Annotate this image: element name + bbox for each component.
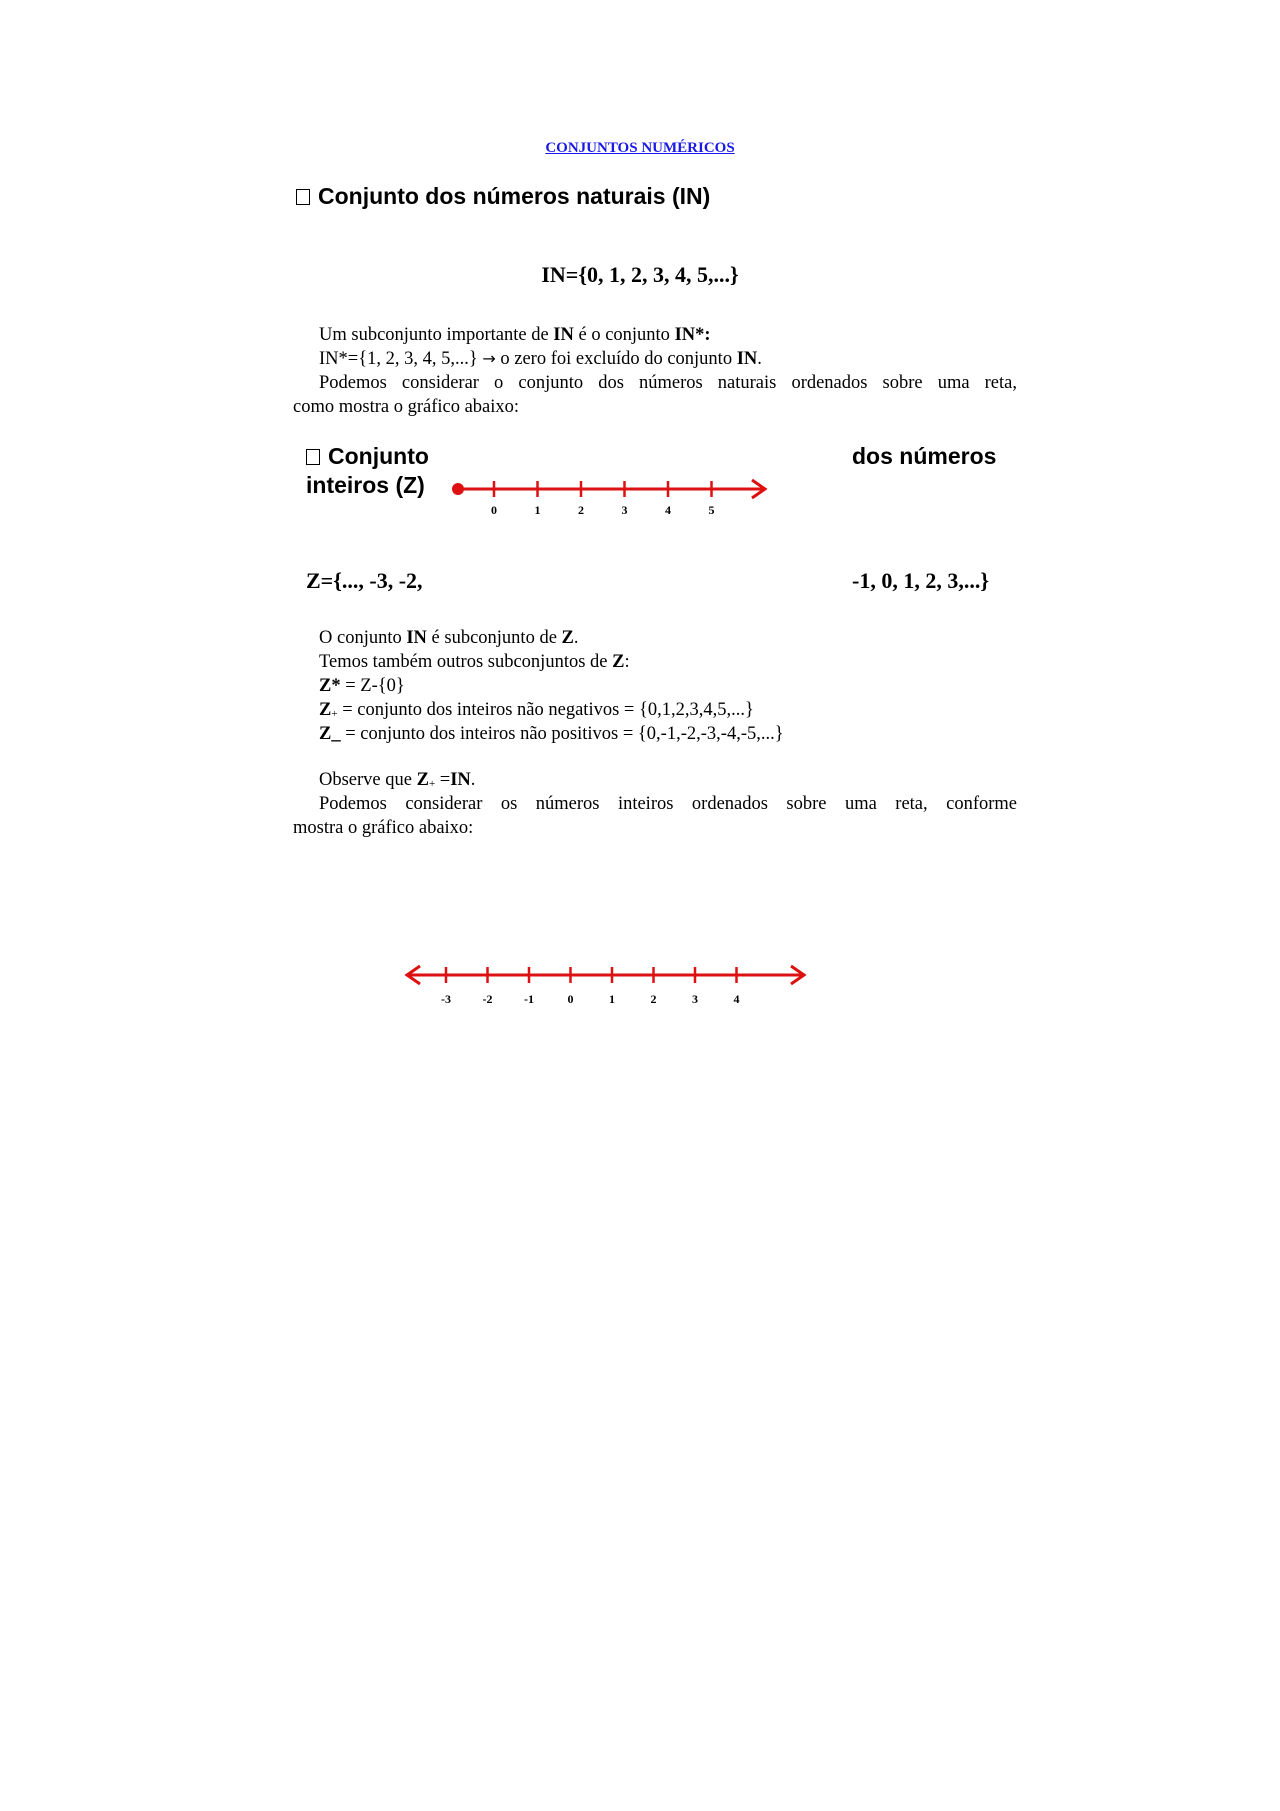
naturals-tick-label: 3 [621,503,628,517]
integers-line-7: Podemos considerar os números inteiros ordenados sobre uma reta, conforme [319,794,1017,814]
integers-line-6: Observe que $Z_+ =IN$. [319,770,476,790]
integers-line-8: mostra o gráfico abaixo: [293,818,474,838]
paragraph-in-star: IN*={1, 2, 3, 4, 5,...} → o zero foi excluído do conjunto IN. [319,349,762,369]
naturals-tick-label: 5 [708,503,715,517]
integers-tick-label: 4 [733,992,740,1006]
integers-tick-label: 2 [650,992,657,1006]
heading-text: Conjunto dos números naturais (IN) [318,183,711,209]
naturals-tick-label: 1 [534,503,541,517]
paragraph-subset: Um subconjunto importante de IN é o conjunto IN*: [319,325,711,345]
integers-line-5: Z_ = conjunto dos inteiros não positivos = {0,-1,-2,-3,-4,-5,...} [319,724,784,744]
integers-line-3: Z* = Z-{0} [319,676,405,696]
naturals-number-line [440,470,780,530]
integers-tick-label: 1 [609,992,615,1006]
section-heading-integers-part1: Conjunto [306,443,429,470]
section-heading-integers-part3: dos números [852,443,997,469]
missing-glyph-icon [306,449,320,465]
integers-line-2: Temos também outros subconjuntos de Z: [319,652,630,672]
integers-number-line [398,955,818,1015]
integers-tick-label: -3 [441,992,451,1006]
naturals-tick-label: 2 [578,503,584,517]
section-heading-integers-part2: inteiros (Z) [306,472,425,498]
integers-line-4: $Z_+$ = conjunto dos inteiros não negativos = {0,1,2,3,4,5,...} [319,700,754,720]
integers-tick-label: -2 [482,992,493,1006]
section-heading-naturals [296,183,710,210]
paragraph-ordering-line1: Podemos considerar o conjunto dos números naturais ordenados sobre uma reta, [319,373,1017,393]
paragraph-ordering-line2: como mostra o gráfico abaixo: [293,397,520,417]
integers-tick-label: 3 [692,992,698,1006]
page-title[interactable]: CONJUNTOS NUMÉRICOS [545,140,735,156]
missing-glyph-icon [296,189,310,205]
naturals-tick-label: 0 [491,503,497,517]
naturals-tick-label: 4 [665,503,671,517]
arrow-right-icon: → [482,349,496,368]
integers-line-1: O conjunto IN é subconjunto de Z. [319,628,579,648]
integers-tick-label: -1 [524,992,534,1006]
integers-tick-label: 0 [567,992,574,1006]
integers-set-left: Z={..., -3, -2, [306,568,423,593]
naturals-set-definition: IN={0, 1, 2, 3, 4, 5,...} [541,262,739,287]
integers-set-right: -1, 0, 1, 2, 3,...} [852,568,989,593]
